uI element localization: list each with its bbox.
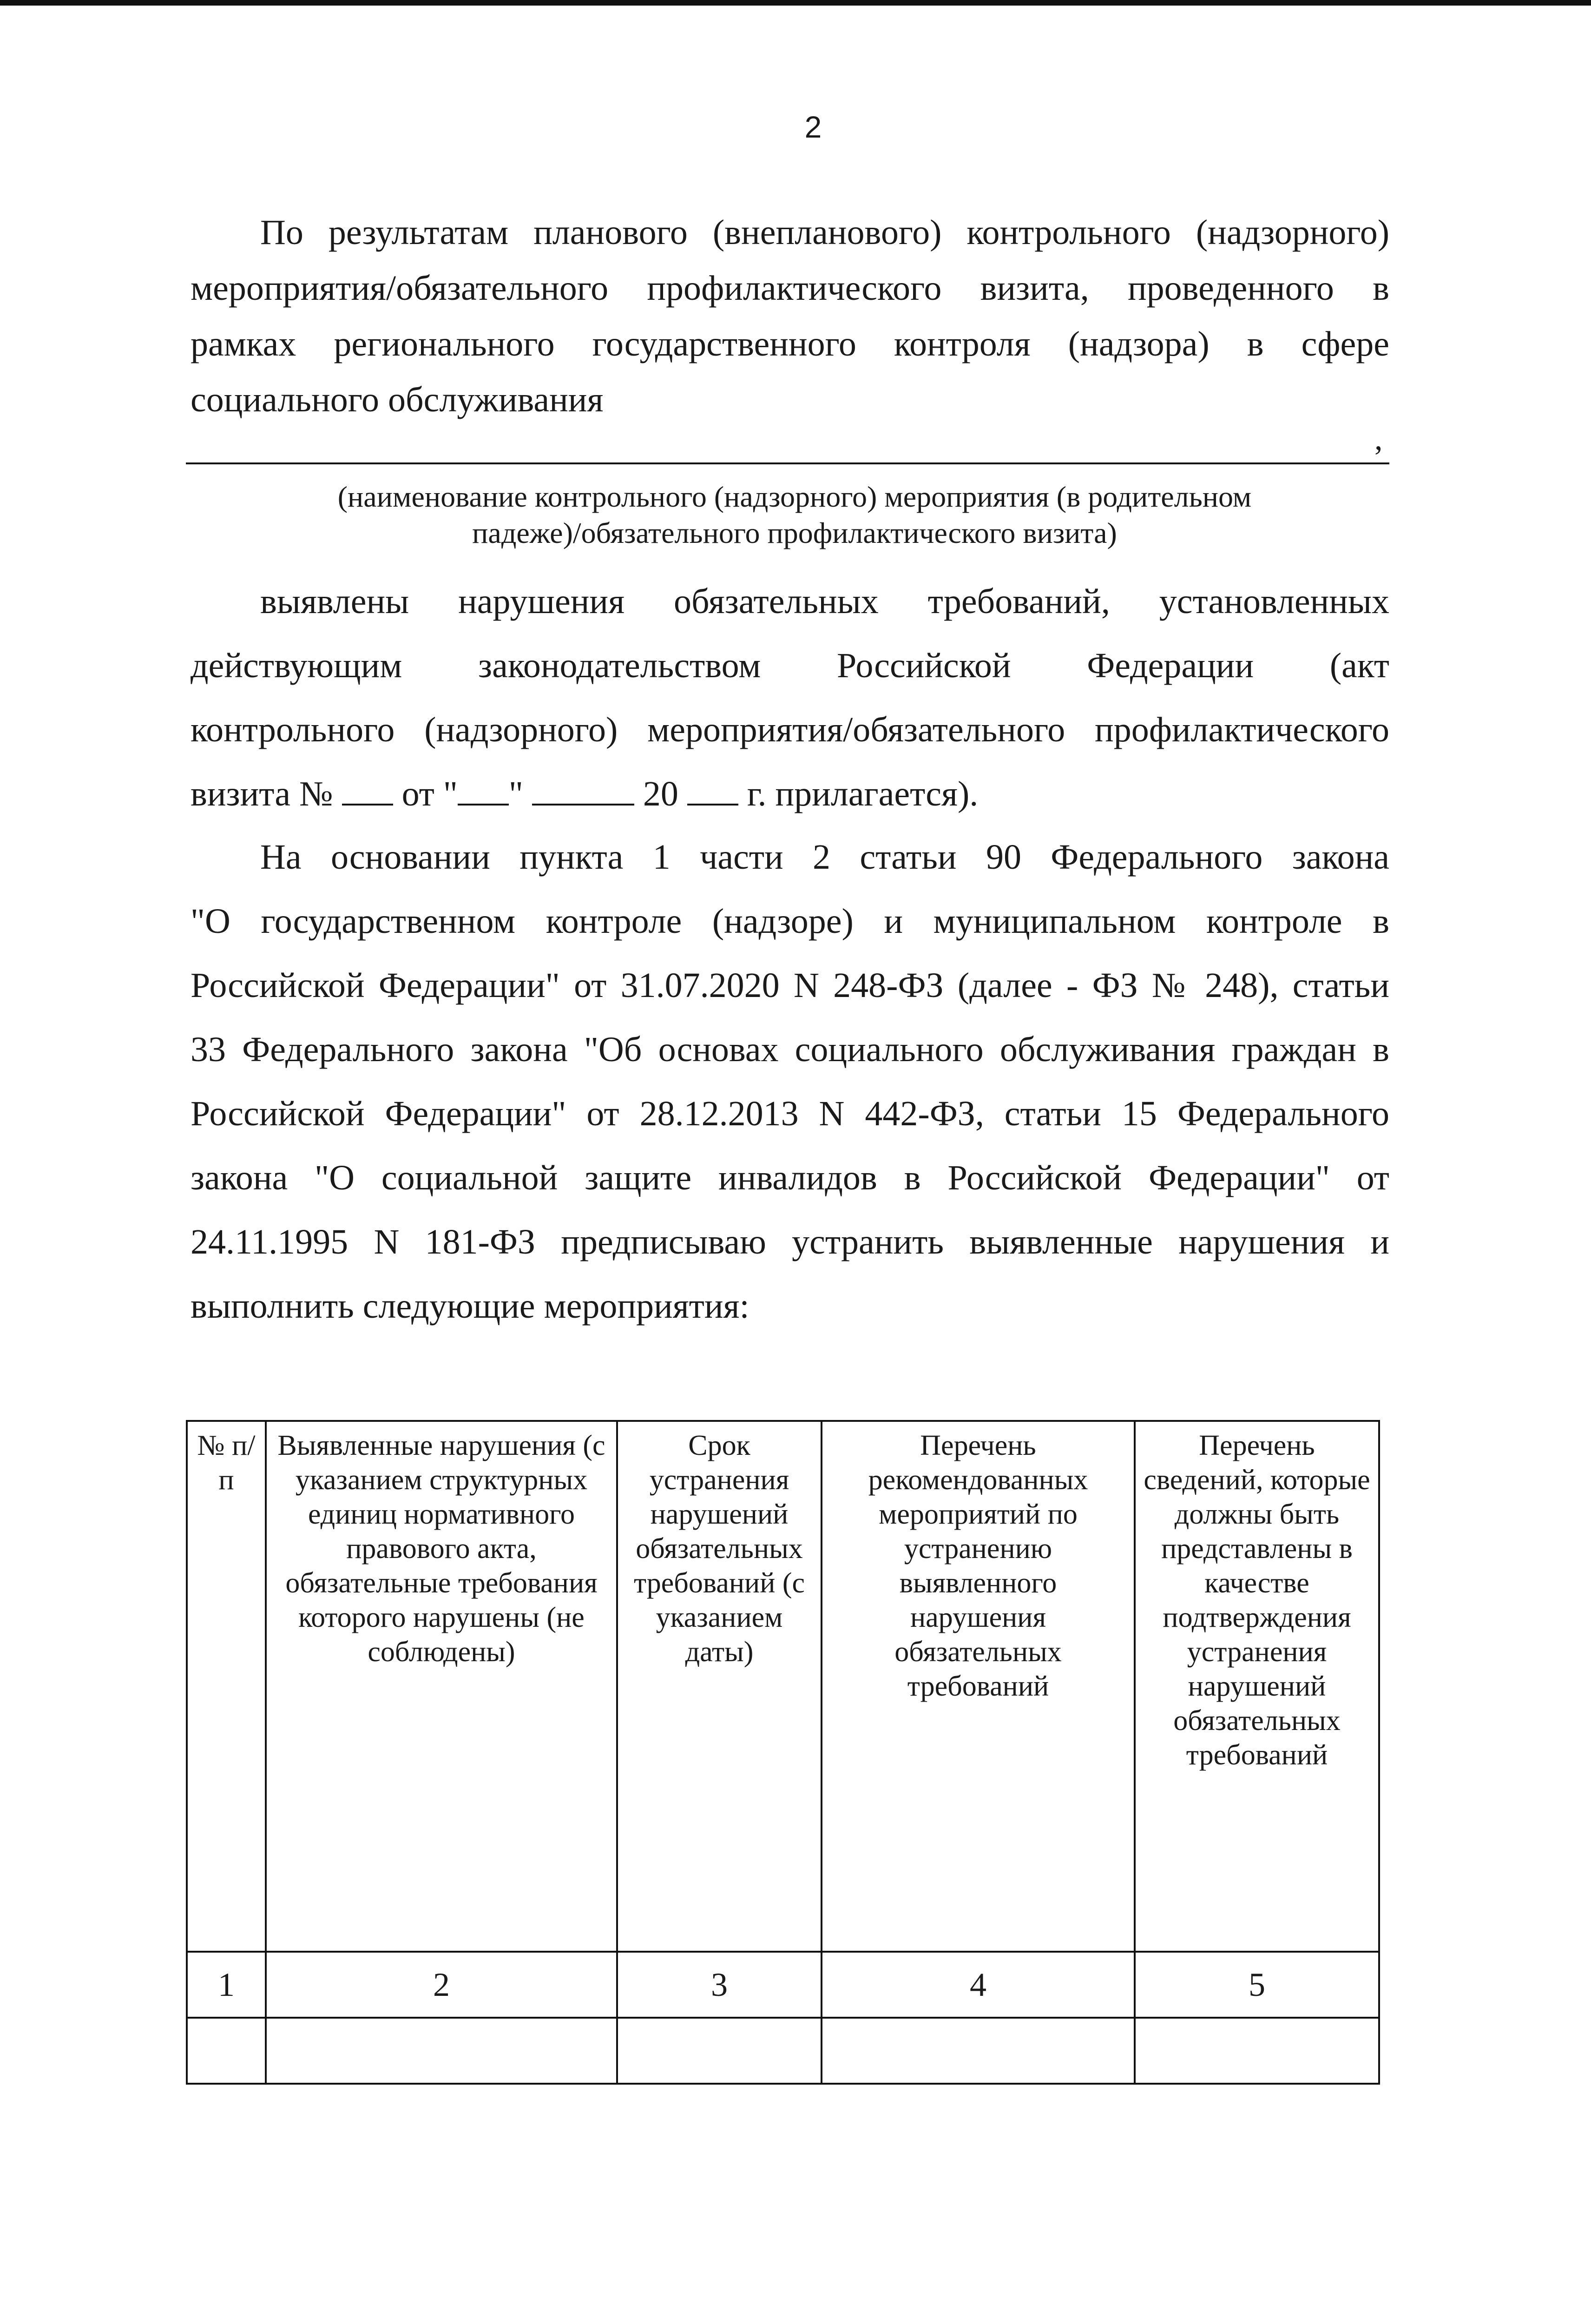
act-day-quote: " bbox=[508, 774, 523, 813]
column-number: 1 bbox=[187, 1952, 266, 2018]
blank-line-comma: , bbox=[1374, 421, 1383, 457]
caption-line: падеже)/обязательного профилактического визита) bbox=[472, 516, 1117, 549]
top-edge-rule bbox=[0, 0, 1591, 6]
intro-paragraph bbox=[191, 205, 1389, 428]
basis-line: "О государственном контроле (надзоре) и муниципальном контроле в bbox=[191, 902, 1389, 941]
empty-entry-row bbox=[187, 2018, 1379, 2084]
act-number-blank bbox=[342, 771, 393, 805]
header-cell-deadline: Срок устранения нарушений обязательных требований (с указанием даты) bbox=[617, 1421, 822, 1952]
header-cell-number: № п/п bbox=[187, 1421, 266, 1952]
empty-cell[interactable] bbox=[266, 2018, 617, 2084]
violations-line: выявлены нарушения обязательных требований, установленных bbox=[260, 582, 1389, 621]
act-reference-line bbox=[191, 762, 1389, 826]
header-cell-measures: Перечень рекомендованных мероприятий по устранению выявленного нарушения обязательных требований bbox=[822, 1421, 1135, 1952]
column-numbers-row bbox=[187, 1952, 1379, 2018]
table-header-row bbox=[187, 1421, 1379, 1952]
empty-cell[interactable] bbox=[187, 2018, 266, 2084]
caption-line: (наименование контрольного (надзорного) мероприятия (в родительном bbox=[337, 480, 1252, 513]
violations-line: контрольного (надзорного) мероприятия/обязательного профилактического bbox=[191, 710, 1389, 749]
act-number-label: визита № bbox=[191, 774, 333, 813]
basis-line: На основании пункта 1 части 2 статьи 90 Федерального закона bbox=[260, 838, 1389, 877]
event-name-blank-line bbox=[186, 462, 1389, 464]
violations-paragraph bbox=[191, 569, 1389, 826]
basis-line: 33 Федерального закона "Об основах социального обслуживания граждан в bbox=[191, 1030, 1389, 1069]
page-number: 2 bbox=[804, 110, 822, 144]
empty-cell[interactable] bbox=[1135, 2018, 1379, 2084]
column-number: 2 bbox=[266, 1952, 617, 2018]
blank-line-caption bbox=[260, 479, 1329, 551]
intro-line: мероприятия/обязательного профилактического визита, проведенного в bbox=[191, 269, 1389, 308]
intro-line: социального обслуживания bbox=[191, 380, 604, 419]
header-cell-evidence: Перечень сведений, которые должны быть представлены в качестве подтверждения устранения нарушений обязательных требований bbox=[1135, 1421, 1379, 1952]
act-year-prefix: 20 bbox=[643, 774, 678, 813]
column-number: 4 bbox=[822, 1952, 1135, 2018]
column-number: 5 bbox=[1135, 1952, 1379, 2018]
empty-cell[interactable] bbox=[617, 2018, 822, 2084]
act-date-label: от " bbox=[401, 774, 458, 813]
basis-line: Российской Федерации" от 28.12.2013 N 442-ФЗ, статьи 15 Федерального bbox=[191, 1094, 1389, 1133]
basis-line: выполнить следующие мероприятия: bbox=[191, 1287, 749, 1326]
act-month-blank bbox=[532, 771, 634, 805]
basis-paragraph bbox=[191, 825, 1389, 1338]
act-attached-note: г. прилагается). bbox=[747, 774, 979, 813]
basis-line: Российской Федерации" от 31.07.2020 N 248-ФЗ (далее - ФЗ № 248), статьи bbox=[191, 966, 1389, 1005]
intro-line: рамках регионального государственного контроля (надзора) в сфере bbox=[191, 324, 1389, 363]
column-number: 3 bbox=[617, 1952, 822, 2018]
requirements-table bbox=[186, 1420, 1380, 2085]
violations-line: действующим законодательством Российской Федерации (акт bbox=[191, 646, 1389, 685]
act-year-blank bbox=[687, 771, 738, 805]
intro-line: По результатам планового (внепланового) контрольного (надзорного) bbox=[260, 213, 1389, 252]
basis-line: закона "О социальной защите инвалидов в Российской Федерации" от bbox=[191, 1158, 1389, 1197]
basis-line: 24.11.1995 N 181-ФЗ предписываю устранить выявленные нарушения и bbox=[191, 1222, 1389, 1261]
act-day-blank bbox=[458, 771, 509, 805]
empty-cell[interactable] bbox=[822, 2018, 1135, 2084]
header-cell-violations: Выявленные нарушения (с указанием структурных единиц нормативного правового акта, обязательные требования которого нарушены (не соблюдены) bbox=[266, 1421, 617, 1952]
